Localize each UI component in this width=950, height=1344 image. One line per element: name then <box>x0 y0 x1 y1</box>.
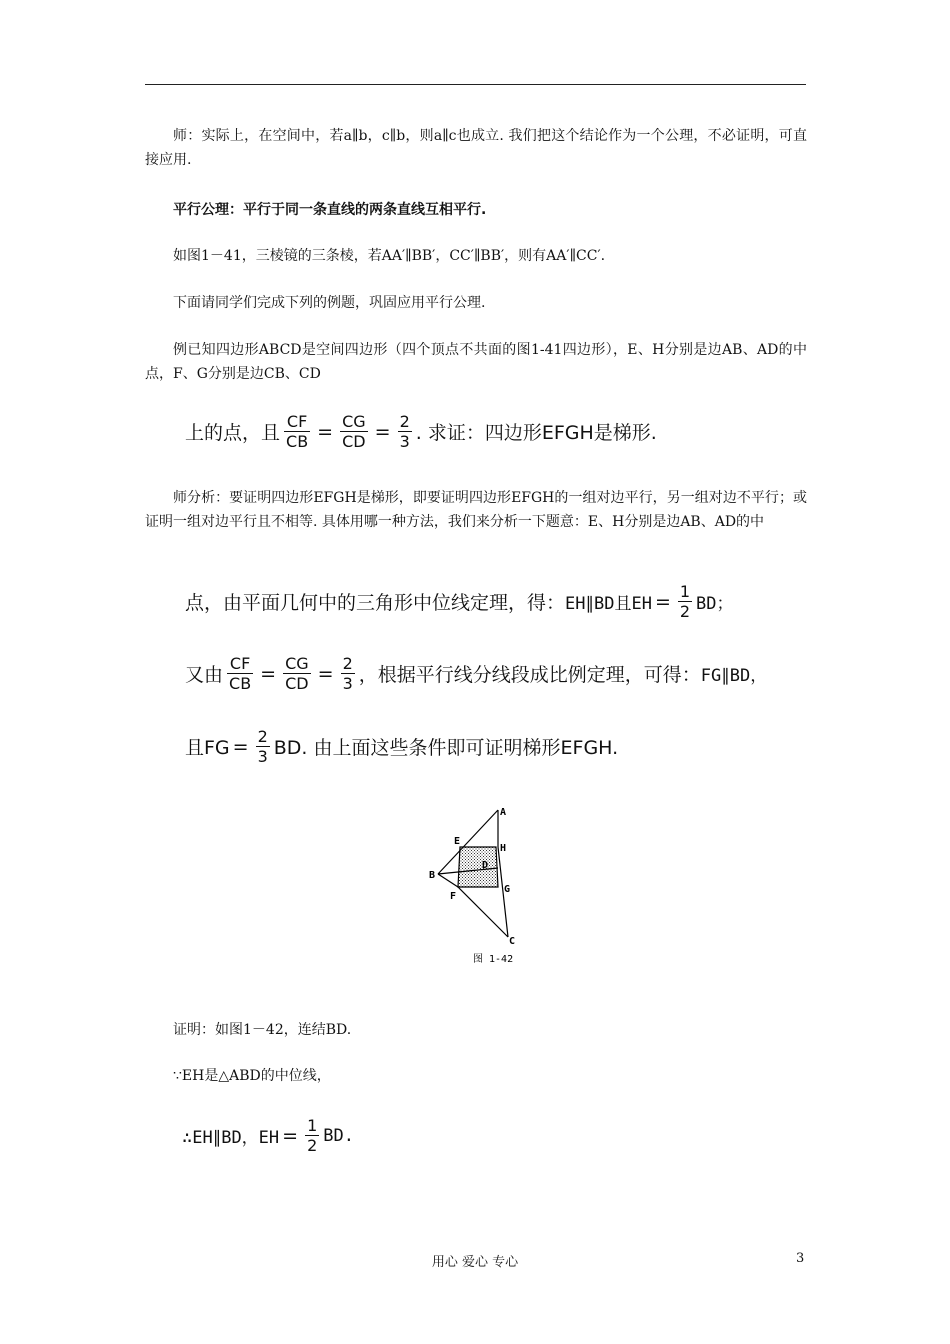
figure-caption: 图 1-42 <box>473 954 514 965</box>
math-line-given <box>185 412 657 451</box>
label-a: A <box>500 807 507 818</box>
math-line-midline <box>185 582 734 621</box>
paragraph-because-midline: ∵EH是△ABD的中位线， <box>173 1068 331 1084</box>
fraction-one-half <box>305 1116 319 1155</box>
label-g: G <box>504 884 511 895</box>
label-d: D <box>482 860 489 871</box>
fraction-numerator: 2 <box>257 727 268 746</box>
edge-bf <box>438 874 458 887</box>
equals-sign: = <box>282 1124 299 1147</box>
paragraph-exercise-intro: 下面请同学们完成下列的例题，巩固应用平行公理. <box>173 295 486 311</box>
math-relation: FG∥BD， <box>700 666 768 686</box>
math-text: 又由 <box>185 664 224 686</box>
label-b: B <box>429 870 436 881</box>
fraction-numerator: 1 <box>679 582 691 601</box>
fraction-two-thirds <box>256 727 270 766</box>
fraction-denominator: CD <box>285 674 309 693</box>
fraction-cg-cd <box>283 654 311 693</box>
math-line-therefore <box>182 1116 354 1155</box>
fraction-one-half <box>678 582 692 621</box>
fraction-two-thirds <box>398 412 412 451</box>
fraction-numerator: CF <box>229 654 251 673</box>
math-line-proportion <box>185 654 767 693</box>
figure-1-42 <box>420 802 550 972</box>
equals-sign: = <box>654 590 671 613</box>
trapezoid-efgh <box>458 847 498 887</box>
math-text: ，根据平行线分线段成比例定理，可得： <box>358 664 701 686</box>
math-text: BD. 由上面这些条件即可证明梯形EFGH. <box>273 737 619 759</box>
quadrilateral-diagram <box>420 802 550 972</box>
label-c: C <box>509 936 516 947</box>
label-f: F <box>450 891 457 902</box>
fraction-numerator: 2 <box>399 412 410 431</box>
equals-sign: = <box>317 662 334 685</box>
fraction-denominator: 2 <box>679 602 691 621</box>
equals-sign: = <box>232 735 249 758</box>
fraction-cg-cd <box>340 412 368 451</box>
equals-sign: = <box>374 420 391 443</box>
fraction-denominator: 3 <box>257 747 268 766</box>
page-number: 3 <box>796 1251 805 1266</box>
fraction-cf-cb <box>227 654 253 693</box>
math-relation: EH∥BD且EH <box>565 594 652 614</box>
fraction-numerator: 1 <box>307 1116 318 1135</box>
edge-fc <box>458 887 508 937</box>
parallel-axiom: 平行公理：平行于同一条直线的两条直线互相平行. <box>173 202 487 218</box>
paragraph-teacher-analysis: 师分析：要证明四边形EFGH是梯形，即要证明四边形EFGH的一组对边平行，另一组对边不平行；或证明一组对边平行且不相等. 具体用哪一种方法，我们来分析一下题意：E、H分别是边AB、AD的中 <box>145 490 807 530</box>
fraction-cf-cb <box>284 412 310 451</box>
fraction-numerator: CF <box>286 412 308 431</box>
equals-sign: = <box>317 420 334 443</box>
label-h: H <box>500 843 507 854</box>
fraction-denominator: CD <box>342 432 366 451</box>
math-text: 且FG <box>185 737 230 759</box>
fraction-denominator: 2 <box>307 1136 318 1155</box>
paragraph-proof-start: 证明：如图1－42，连结BD. <box>173 1022 352 1038</box>
math-text: BD； <box>696 594 734 614</box>
math-text: BD. <box>323 1125 354 1146</box>
page-footer: 用心 爱心 专心 <box>431 1255 519 1270</box>
fraction-denominator: CB <box>286 432 309 451</box>
fraction-numerator: 2 <box>342 654 353 673</box>
fraction-denominator: CB <box>229 674 252 693</box>
paragraph-example-statement: 例已知四边形ABCD是空间四边形（四个顶点不共面的图1-41四边形），E、H分别是边AB、AD的中点，F、G分别是边CB、CD <box>145 342 807 382</box>
fraction-denominator: 3 <box>399 432 410 451</box>
paragraph-prism-example: 如图1－41，三棱镜的三条棱，若AA′∥BB′，CC′∥BB′，则有AA′∥CC′. <box>173 248 606 264</box>
fraction-denominator: 3 <box>342 674 353 693</box>
paragraph-teacher-intro: 师：实际上，在空间中，若a∥b，c∥b，则a∥c也成立. 我们把这个结论作为一个公理，不必证明，可直接应用. <box>145 128 807 168</box>
fraction-numerator: CG <box>285 654 309 673</box>
equals-sign: = <box>260 662 277 685</box>
label-e: E <box>454 836 461 847</box>
fraction-two-thirds <box>341 654 355 693</box>
header-rule <box>145 84 806 85</box>
math-text: . 求证：四边形EFGH是梯形. <box>415 422 657 444</box>
math-line-fg-ratio <box>185 727 618 766</box>
math-relation: ∴EH∥BD，EH <box>182 1128 280 1148</box>
fraction-numerator: CG <box>342 412 366 431</box>
math-text: 上的点，且 <box>185 422 281 444</box>
math-text: 点，由平面几何中的三角形中位线定理，得： <box>185 592 566 614</box>
